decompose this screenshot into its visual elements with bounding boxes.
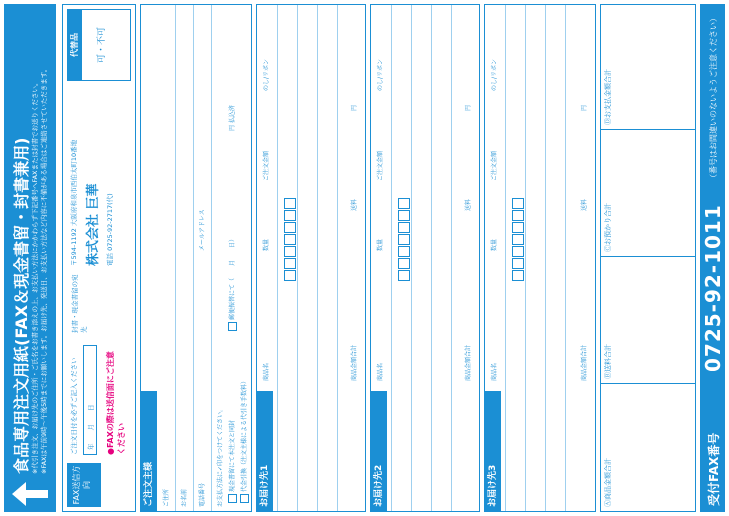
destination-2-label: お届け先2	[371, 391, 387, 511]
dest3-col-ship: 送料	[581, 198, 588, 211]
company-address: 〒594-1192 大阪府和泉市西伯太町10番地	[70, 139, 78, 266]
title-bar	[4, 4, 56, 512]
fax-header-block	[62, 4, 136, 512]
dest1-yen: 円	[351, 104, 358, 111]
dest2-col-noshi: のし/リボン	[377, 58, 384, 91]
dest3-zip-boxes[interactable]	[509, 197, 528, 281]
substitute-options[interactable]: 可・不可	[97, 27, 107, 64]
dest3-col-noshi: のし/リボン	[491, 58, 498, 91]
dest3-col-qty: 数量	[491, 238, 498, 251]
envelope-label: 封書・現金書留の宛先	[71, 274, 88, 333]
dest3-col-price: ご注文金額	[491, 150, 498, 181]
orderer-email-label: メールアドレス	[199, 209, 206, 251]
dest2-col-total: 商品金額合計	[465, 344, 472, 381]
pay-option-2[interactable]: 郵便振替にて（ 月 日）	[227, 236, 237, 331]
footer-fax-number: 0725-92-1011	[701, 204, 725, 372]
pay-option-3[interactable]: 代金引換（注文主様による代引き手数料）	[239, 378, 249, 503]
dest2-yen: 円	[465, 104, 472, 111]
pay-option-1[interactable]: 現金書留にて本注文と同封	[227, 420, 237, 503]
orderer-section	[140, 4, 252, 512]
footer-fax-sub: （番号はお間違いのないようご注意ください）	[709, 14, 718, 182]
company-name: 株式会社 巨華	[86, 183, 101, 266]
phone-label: 電話	[106, 253, 114, 266]
fax-warning: ●FAXの際は送信面にご注意ください	[106, 351, 126, 455]
dest3-col-goods: 商品名	[491, 362, 498, 381]
company-block	[69, 126, 129, 266]
dest1-col-goods: 商品名	[263, 362, 270, 381]
dest2-col-ship: 送料	[465, 198, 472, 211]
dest2-col-goods: 商品名	[377, 362, 384, 381]
orderer-name-label: お名前	[181, 488, 188, 507]
dest1-col-noshi: のし/リボン	[263, 58, 270, 91]
dest3-yen: 円	[581, 104, 588, 111]
destination-2	[370, 4, 480, 512]
total-b[interactable]: Ⓑ送料合計	[601, 383, 696, 384]
dest2-col-qty: 数量	[377, 238, 384, 251]
destination-1-label: お届け先1	[257, 391, 273, 511]
date-instruction: ご注文日付を必ずご記入ください	[70, 357, 78, 455]
dest1-zip-boxes[interactable]	[281, 197, 300, 281]
pay-suffix: 円 払込済	[229, 105, 236, 131]
total-c[interactable]: Ⓒお預かり合計	[601, 256, 696, 257]
destination-3-label: お届け先3	[485, 391, 501, 511]
arrow-up-icon	[10, 480, 50, 508]
form-notice-2: ※FAXは午前9時〜午後5時までにお願いします。お届け先、発送日、お支払い方法など内容に不備がある場合はご連絡させていただきます。	[40, 65, 48, 474]
dest2-col-price: ご注文金額	[377, 150, 384, 181]
form-notice-1: ※代引き注文、お届け先のご住所・ご氏名をお書き添えの上、お支払い方法にかかわらず下記番号へFAXまたは封書でお送りください。	[31, 79, 39, 474]
orderer-label: ご注文主様	[141, 391, 157, 511]
total-d[interactable]: Ⓓお支払金額合計	[601, 129, 696, 130]
totals-block: Ⓐ商品金額合計 Ⓑ送料合計 Ⓒお預かり合計 Ⓓお支払金額合計	[600, 4, 696, 512]
form-title: 食品専用注文用紙(FAX＆現金書留・封書兼用)	[12, 137, 31, 474]
dest1-col-total: 商品金額合計	[351, 344, 358, 381]
dest1-col-qty: 数量	[263, 238, 270, 251]
dest2-zip-boxes[interactable]	[395, 197, 414, 281]
fax-direction-badge: FAX送信方向	[67, 463, 101, 507]
dest3-col-total: 商品金額合計	[581, 344, 588, 381]
footer-fax-bar	[700, 4, 725, 512]
destination-3	[484, 4, 596, 512]
company-phone: 0725-92-2717(代)	[106, 193, 114, 251]
dest1-col-price: ご注文金額	[263, 150, 270, 181]
orderer-address-label: ご住所	[163, 488, 170, 507]
dest1-col-ship: 送料	[351, 198, 358, 211]
footer-fax-label: 受付FAX番号	[707, 432, 721, 506]
pay-prompt: お支払方法に✓印をつけてください。	[217, 405, 224, 507]
form-notice	[31, 14, 49, 474]
order-date-field[interactable]: 年 月 日	[83, 345, 97, 455]
substitute-label: 代替品	[68, 10, 82, 80]
destination-1	[256, 4, 366, 512]
substitute-box	[67, 9, 131, 81]
orderer-phone-label: 電話番号	[199, 482, 206, 507]
